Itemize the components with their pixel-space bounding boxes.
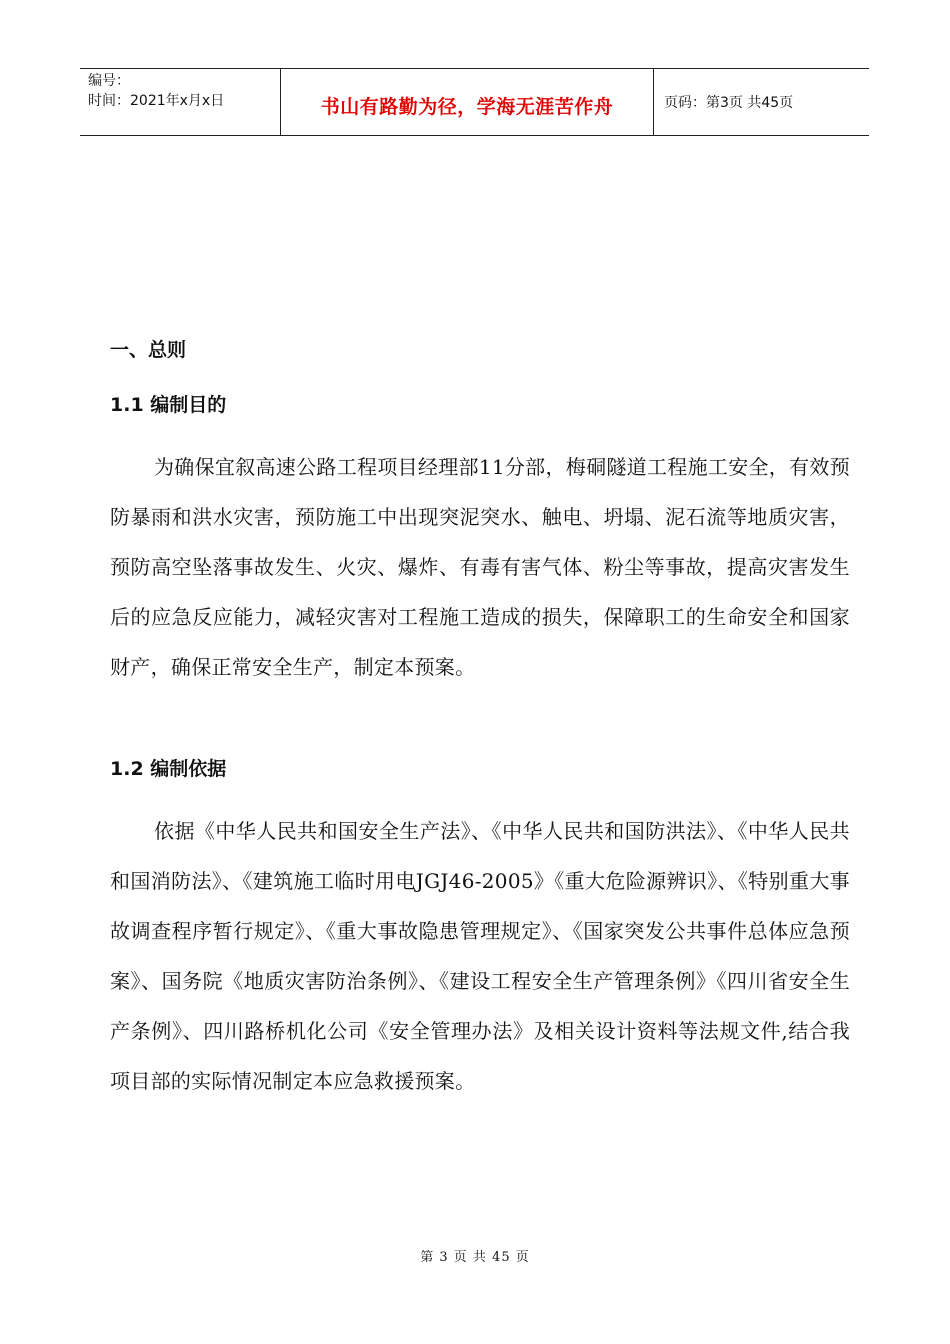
subsection-title-basis: 1.2 编制依据	[110, 758, 227, 780]
section-title: 一、总则	[110, 339, 187, 361]
document-number-label: 编号：	[88, 73, 130, 89]
paragraph-basis: 依据《中华人民共和国安全生产法》、《中华人民共和国防洪法》、《中华人民共和国消防法》、《建筑施工临时用电JGJ46-2005》《重大危险源辨识》、《特别重大事故调查程序暂行规定》、《重大事故隐患管理规定》、《国家突发公共事件总体应急预案》、国务院《地质灾害防治条例》、《建设工程安全生产管理条例》《四川省安全生产条例》、四川路桥机化公司《安全管理办法》及相关设计资料等法规文件,结合我项目部的实际情况制定本应急救援预案。	[110, 819, 850, 1093]
header-page-cell	[654, 69, 869, 135]
header-page-info: 页码：第3页 共45页	[664, 95, 794, 111]
header-motto-cell	[280, 69, 654, 135]
paragraph-purpose: 为确保宜叙高速公路工程项目经理部11分部，梅硐隧道工程施工安全，有效预防暴雨和洪水灾害，预防施工中出现突泥突水、触电、坍塌、泥石流等地质灾害，预防高空坠落事故发生、火灾、爆炸、有毒有害气体、粉尘等事故，提高灾害发生后的应急反应能力，减轻灾害对工程施工造成的损失，保障职工的生命安全和国家财产，确保正常安全生产，制定本预案。	[110, 455, 850, 679]
header-motto: 书山有路勤为径，学海无涯苦作舟	[320, 95, 614, 118]
subsection-title-purpose: 1.1 编制目的	[110, 394, 227, 416]
document-date: 时间：2021年x月x日	[88, 93, 225, 109]
page-footer: 第 3 页 共 45 页	[420, 1250, 530, 1265]
document-body	[110, 330, 850, 1106]
header-meta	[80, 69, 280, 135]
page-header	[80, 68, 869, 136]
